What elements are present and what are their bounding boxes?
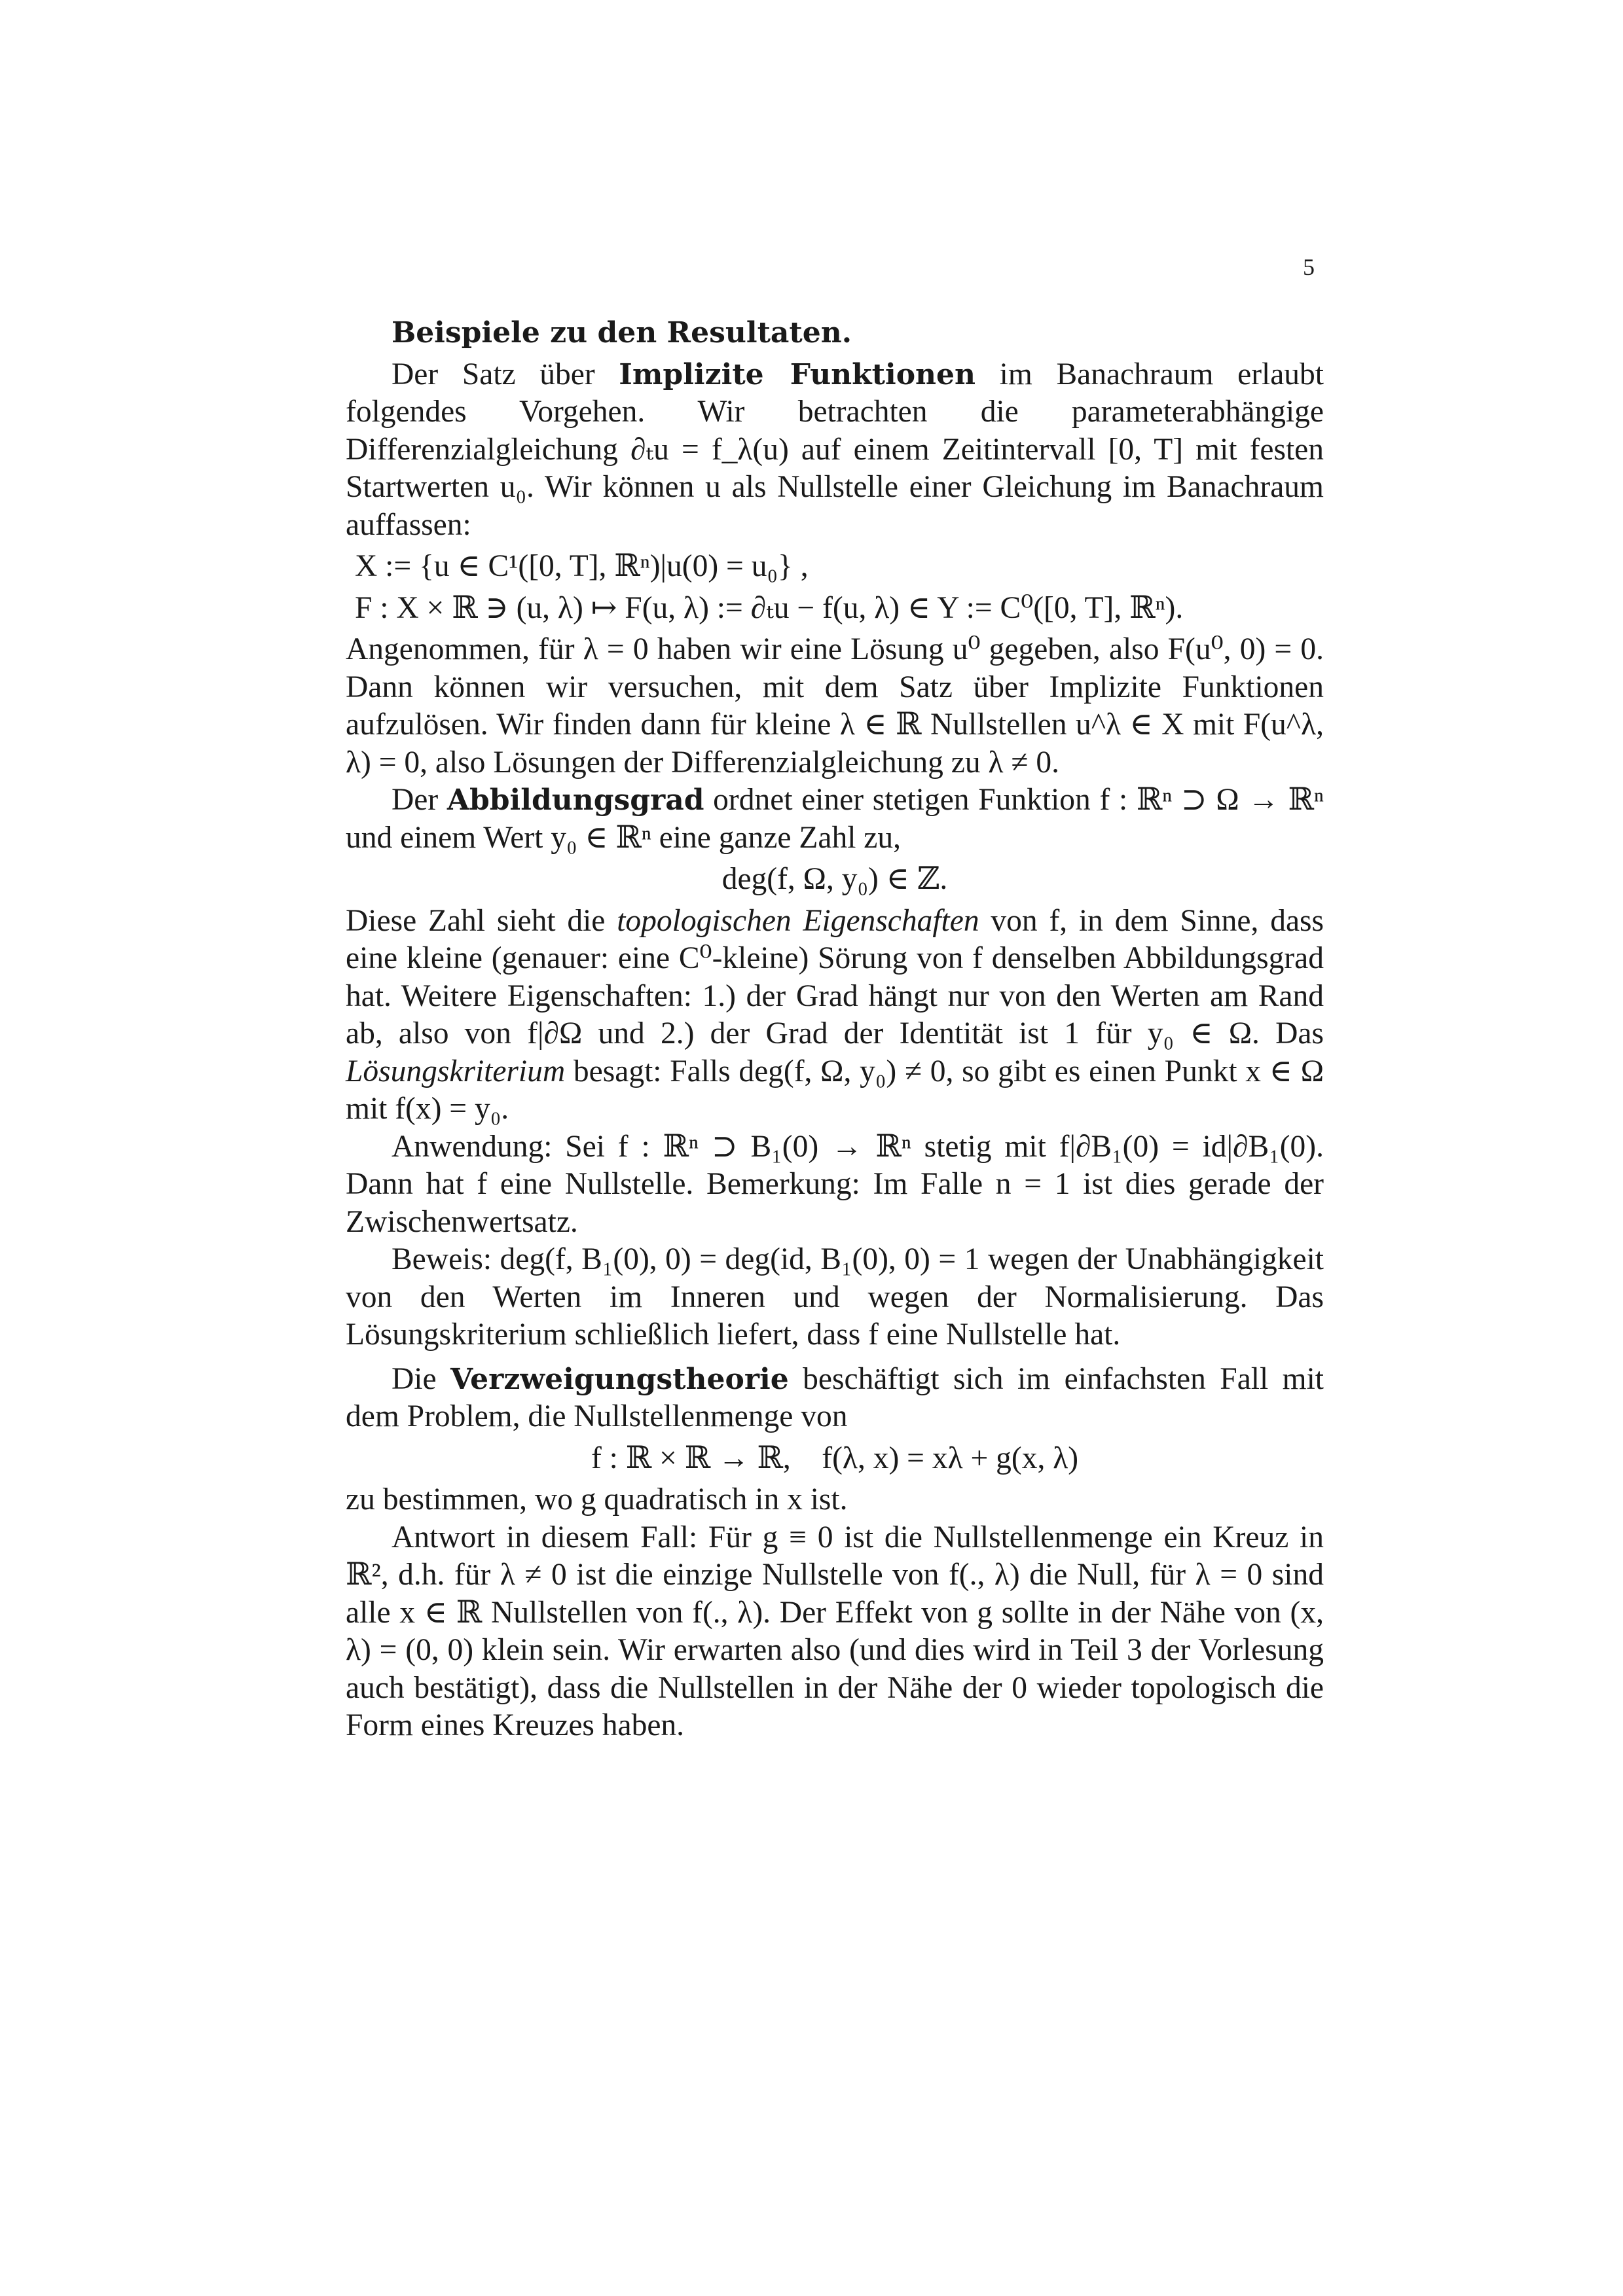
equation-x-definition: X := {u ∈ C¹([0, T], ℝⁿ)|u(0) = u₀} ,	[355, 549, 809, 583]
term-topologische-eigenschaften: topologischen Eigenschaften	[617, 903, 979, 938]
term-loesungskriterium: Lösungskriterium	[346, 1054, 566, 1088]
term-implizite-funktionen: Implizite Funktionen	[619, 357, 976, 391]
paragraph-verzweigungstheorie: Die Verzweigungstheorie beschäftigt sich im einfachsten Fall mit dem Problem, die Nullstellenmenge von	[346, 1361, 1324, 1433]
page-body	[346, 314, 1324, 1745]
term-verzweigungstheorie: Verzweigungstheorie	[450, 1362, 789, 1396]
paragraph-solution: Angenommen, für λ = 0 haben wir eine Lösung u⁰ gegeben, also F(u⁰, 0) = 0. Dann können wir versuchen, mit dem Satz über Implizite Funktionen aufzulösen. Wir finden dann für kleine λ ∈ ℝ Nullstellen u^λ ∈ X mit F(u^λ, λ) = 0, also Lösungen der Differenzialgleichung zu λ ≠ 0.	[346, 632, 1324, 780]
paragraph-application: Anwendung: Sei f : ℝⁿ ⊃ B₁(0) → ℝⁿ stetig mit f|∂B₁(0) = id|∂B₁(0). Dann hat f eine Nullstelle. Bemerkung: Im Falle n = 1 ist dies gerade der Zwischenwertsatz.	[346, 1129, 1324, 1239]
paragraph-implicit-functions: Der Satz über Implizite Funktionen im Banachraum erlaubt folgendes Vorgehen. Wir betrachten die parameterabhängige Differenzialgleichung ∂ₜu = f_λ(u) auf einem Zeitintervall [0, T] mit festen Startwerten u₀. Wir können u als Nullstelle einer Gleichung im Banachraum auffassen:	[346, 357, 1324, 542]
equation-f-definition: F : X × ℝ ∋ (u, λ) ↦ F(u, λ) := ∂ₜu − f(u, λ) ∈ Y := C⁰([0, T], ℝⁿ).	[355, 590, 1184, 625]
paragraph-answer: Antwort in diesem Fall: Für g ≡ 0 ist die Nullstellenmenge ein Kreuz in ℝ², d.h. für λ ≠ 0 ist die einzige Nullstelle von f(., λ) die Null, für λ = 0 sind alle x ∈ ℝ Nullstellen von f(., λ). Der Effekt von g sollte in der Nähe von (x, λ) = (0, 0) klein sein. Wir erwarten also (und dies wird in Teil 3 der Vorlesung auch bestätigt), dass die Nullstellen in der Nähe der 0 wieder topologisch die Form eines Kreuzes haben.	[346, 1520, 1324, 1742]
paragraph-properties: Diese Zahl sieht die topologischen Eigenschaften von f, in dem Sinne, dass eine kleine (genauer: eine C⁰-kleine) Sörung von f denselben Abbildungsgrad hat. Weitere Eigenschaften: 1.) der Grad hängt nur von den Werten am Rand ab, also von f|∂Ω und 2.) der Grad der Identität ist 1 für y₀ ∈ Ω. Das Lösungskriterium besagt: Falls deg(f, Ω, y₀) ≠ 0, so gibt es einen Punkt x ∈ Ω mit f(x) = y₀.	[346, 903, 1324, 1126]
paragraph-abbildungsgrad: Der Abbildungsgrad ordnet einer stetigen Funktion f : ℝⁿ ⊃ Ω → ℝⁿ und einem Wert y₀ ∈ ℝⁿ eine ganze Zahl zu,	[346, 783, 1324, 855]
section-heading: Beispiele zu den Resultaten.	[392, 316, 852, 350]
paragraph-determine: zu bestimmen, wo g quadratisch in x ist.	[346, 1482, 848, 1516]
paragraph-proof: Beweis: deg(f, B₁(0), 0) = deg(id, B₁(0), 0) = 1 wegen der Unabhängigkeit von den Werten im Inneren und wegen der Normalisierung. Das Lösungskriterium schließlich liefert, dass f eine Nullstelle hat.	[346, 1242, 1324, 1352]
equation-degree: deg(f, Ω, y₀) ∈ ℤ.	[721, 862, 948, 896]
page-number: 5	[1303, 254, 1315, 280]
equation-bifurcation: f : ℝ × ℝ → ℝ, f(λ, x) = xλ + g(x, λ)	[591, 1441, 1079, 1475]
term-abbildungsgrad: Abbildungsgrad	[447, 783, 704, 817]
